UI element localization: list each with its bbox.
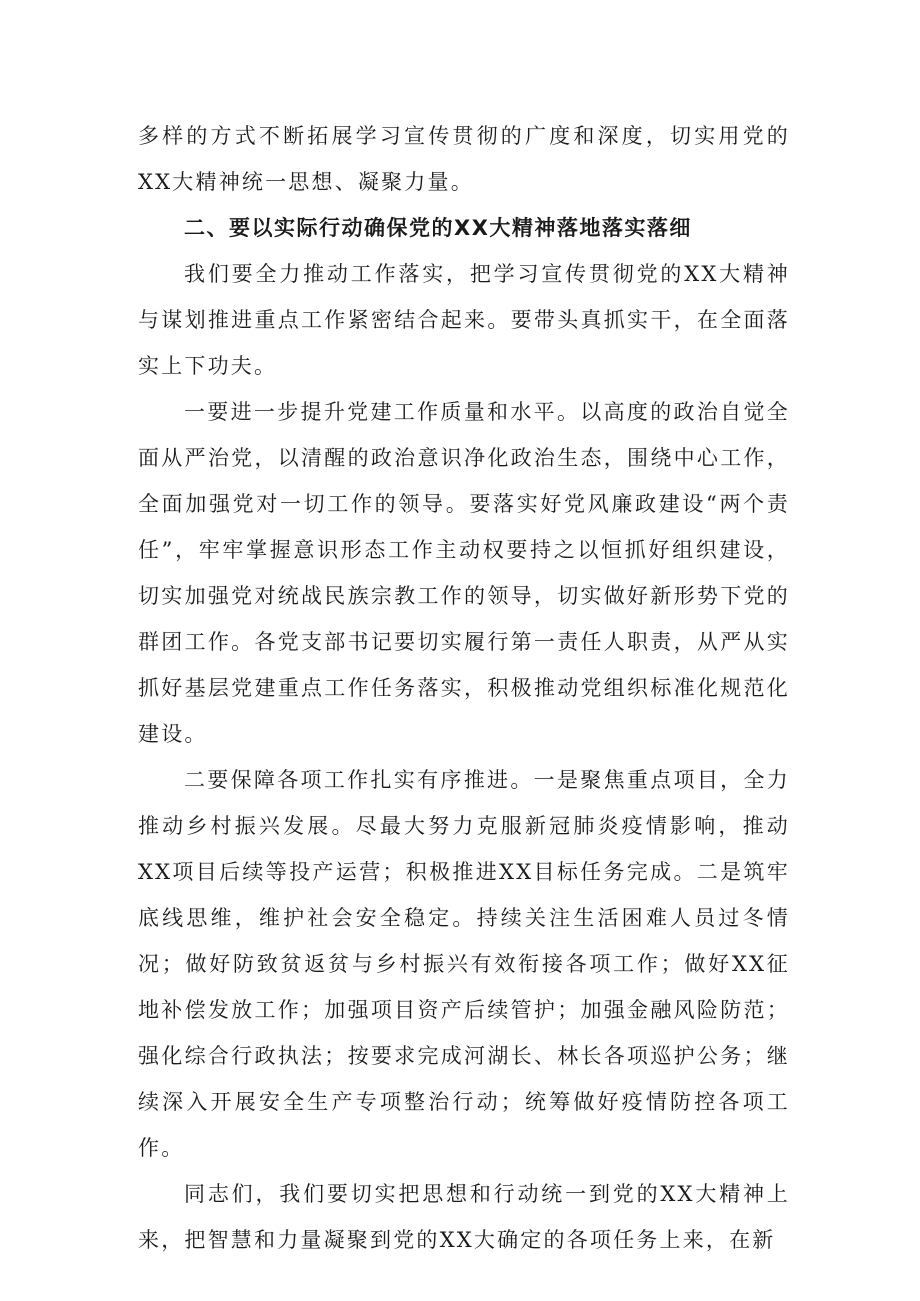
paragraph-intro: 我们要全力推动工作落实，把学习宣传贯彻党的XX大精神与谋划推进重点工作紧密结合起来。要带头真抓实干，在全面落实上下功夫。 <box>138 262 790 378</box>
section-heading: 二、要以实际行动确保党的XX大精神落地落实落细 <box>184 216 692 240</box>
paragraph-party-building: 一要进一步提升党建工作质量和水平。以高度的政治自觉全面从严治党，以清醒的政治意识净化政治生态，围绕中心工作，全面加强党对一切工作的领导。要落实好党风廉政建设“两个责任”，牢牢掌握意识形态工作主动权要持之以恒抓好组织建设，切实加强党对统战民族宗教工作的领导，切实做好新形势下党的群团工作。各党支部书记要切实履行第一责任人职责，从严从实抓好基层党建重点工作任务落实，积极推动党组织标准化规范化建设。 <box>138 400 790 746</box>
paragraph-continuation: 多样的方式不断拓展学习宣传贯彻的广度和深度，切实用党的XX大精神统一思想、凝聚力量。 <box>138 124 790 194</box>
paragraph-closing: 同志们，我们要切实把思想和行动统一到党的XX大精神上来，把智慧和力量凝聚到党的XX大确定的各项任务上来，在新 <box>138 1182 790 1252</box>
document-body <box>138 113 790 1263</box>
paragraph-work-progress: 二要保障各项工作扎实有序推进。一是聚焦重点项目，全力推动乡村振兴发展。尽最大努力克服新冠肺炎疫情影响，推动XX项目后续等投产运营；积极推进XX目标任务完成。二是筑牢底线思维，维护社会安全稳定。持续关注生活困难人员过冬情况；做好防致贫返贫与乡村振兴有效衔接各项工作；做好XX征地补偿发放工作；加强项目资产后续管护；加强金融风险防范；强化综合行政执法；按要求完成河湖长、林长各项巡护公务；继续深入开展安全生产专项整治行动；统筹做好疫情防控各项工作。 <box>138 768 790 1160</box>
